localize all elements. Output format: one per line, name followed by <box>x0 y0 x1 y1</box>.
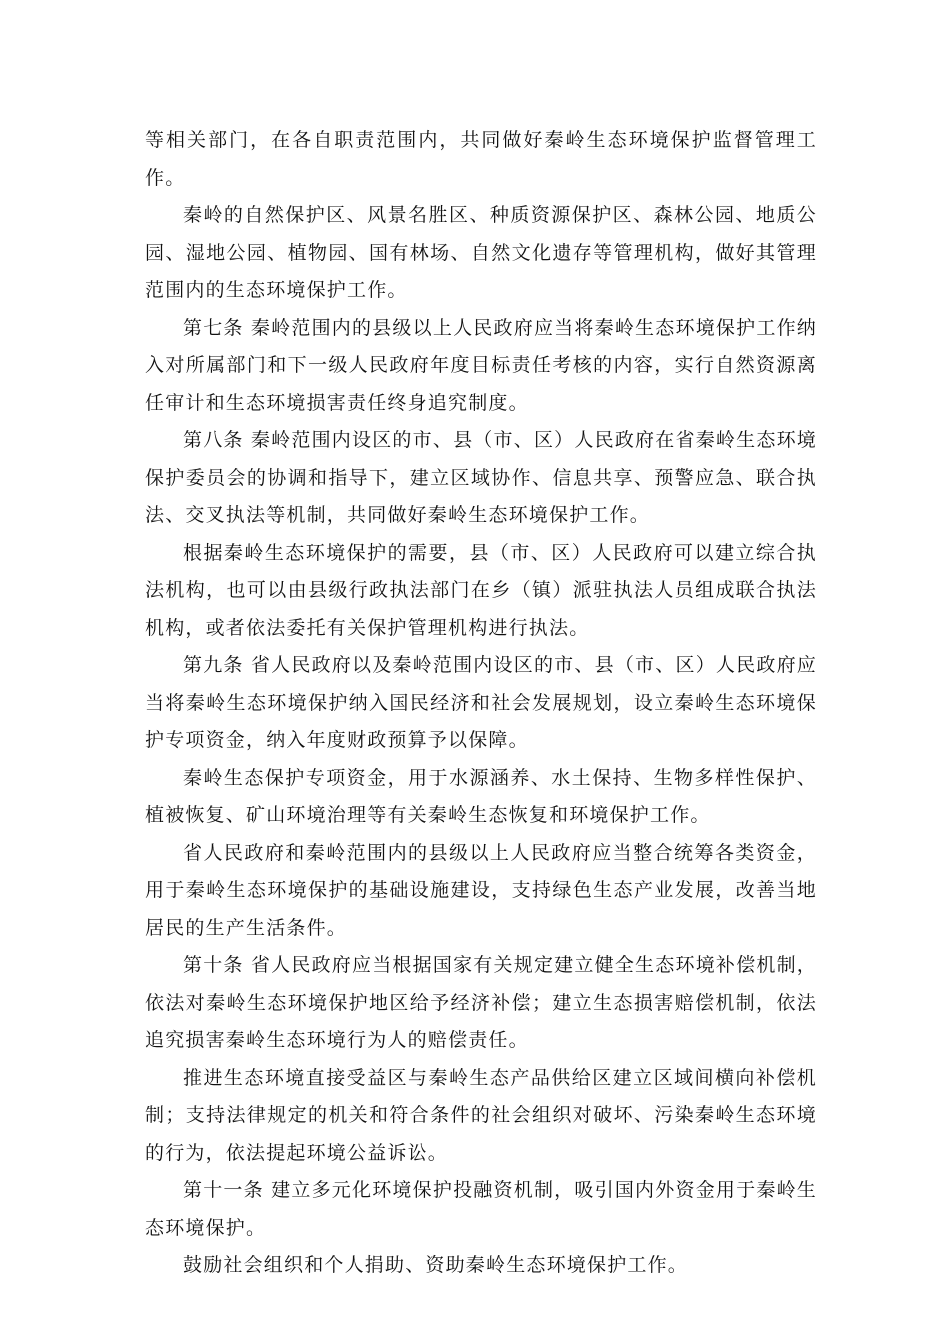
article-8-paragraph: 第八条 秦岭范围内设区的市、县（市、区）人民政府在省秦岭生态环境保护委员会的协调和指导下，建立区域协作、信息共享、预警应急、联合执法、交叉执法等机制，共同做好秦岭生态环境保护工作。 <box>145 429 817 526</box>
article-9-paragraph: 第九条 省人民政府以及秦岭范围内设区的市、县（市、区）人民政府应当将秦岭生态环境保护纳入国民经济和社会发展规划，设立秦岭生态环境保护专项资金，纳入年度财政预算予以保障。 <box>145 654 817 751</box>
article-10-paragraph: 第十条 省人民政府应当根据国家有关规定建立健全生态环境补偿机制，依法对秦岭生态环境保护地区给予经济补偿；建立生态损害赔偿机制，依法追究损害秦岭生态环境行为人的赔偿责任。 <box>145 954 817 1051</box>
article-7-paragraph: 第七条 秦岭范围内的县级以上人民政府应当将秦岭生态环境保护工作纳入对所属部门和下一级人民政府年度目标责任考核的内容，实行自然资源离任审计和生态环境损害责任终身追究制度。 <box>145 316 817 414</box>
paragraph: 秦岭的自然保护区、风景名胜区、种质资源保护区、森林公园、地质公园、湿地公园、植物园、国有林场、自然文化遗存等管理机构，做好其管理范围内的生态环境保护工作。 <box>145 204 817 301</box>
paragraph: 省人民政府和秦岭范围内的县级以上人民政府应当整合统筹各类资金，用于秦岭生态环境保护的基础设施建设，支持绿色生态产业发展，改善当地居民的生产生活条件。 <box>145 841 817 939</box>
article-11-paragraph: 第十一条 建立多元化环境保护投融资机制，吸引国内外资金用于秦岭生态环境保护。 <box>145 1179 817 1239</box>
paragraph: 根据秦岭生态环境保护的需要，县（市、区）人民政府可以建立综合执法机构，也可以由县级行政执法部门在乡（镇）派驻执法人员组成联合执法机构，或者依法委托有关保护管理机构进行执法。 <box>145 541 817 639</box>
paragraph: 推进生态环境直接受益区与秦岭生态产品供给区建立区域间横向补偿机制；支持法律规定的机关和符合条件的社会组织对破坏、污染秦岭生态环境的行为，依法提起环境公益诉讼。 <box>145 1066 817 1164</box>
paragraph: 秦岭生态保护专项资金，用于水源涵养、水土保持、生物多样性保护、植被恢复、矿山环境治理等有关秦岭生态恢复和环境保护工作。 <box>145 766 817 826</box>
document-body <box>145 122 817 1285</box>
paragraph: 鼓励社会组织和个人捐助、资助秦岭生态环境保护工作。 <box>183 1254 689 1276</box>
paragraph: 等相关部门，在各自职责范围内，共同做好秦岭生态环境保护监督管理工作。 <box>145 129 817 189</box>
